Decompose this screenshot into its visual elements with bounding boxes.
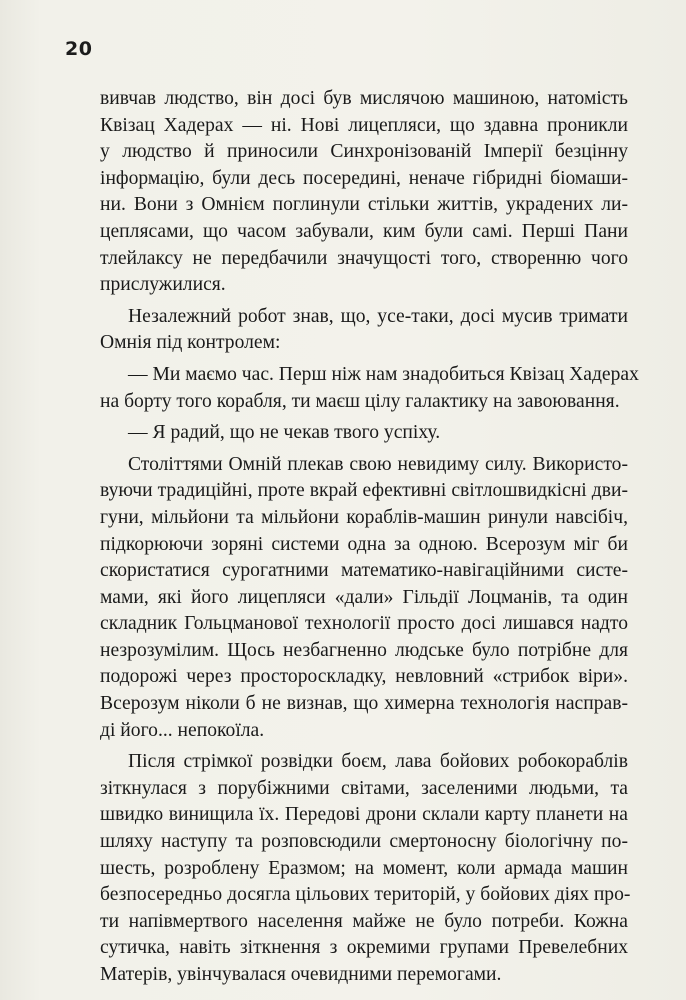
text-line: Після стрімкої розвідки боєм, лава бойових робокораблів: [128, 751, 628, 773]
text-line: вуючи традиційні, проте вкрай ефективні світлошвидкісні дви-: [100, 480, 628, 502]
paragraph: [100, 420, 628, 447]
text-line: ни. Вони з Омнієм поглинули стільки життів, украдених ли-: [100, 194, 628, 216]
paragraph: [100, 749, 631, 988]
paragraph: [100, 86, 628, 299]
page-number: 20: [65, 38, 93, 60]
text-line: шесть, розроблену Еразмом; на момент, коли армада машин: [100, 857, 628, 879]
text-line: мами, які його лицепляси «дали» Гільдії Лоцманів, та один: [100, 586, 628, 608]
text-line: сутичка, навіть зіткнення з окремими групами Превелебних: [100, 937, 628, 959]
paragraph: [100, 362, 639, 415]
paragraph: [100, 304, 628, 357]
text-line: підкорюючи зоряні системи одна за одною. Всерозум міг би: [100, 533, 628, 555]
text-line: Квізац Хадерах — ні. Нові лицепляси, що здавна проникли: [100, 114, 628, 136]
text-line: подорожі через простороскладку, невловний «стрибок віри».: [100, 666, 628, 688]
text-line: зіткнулася з порубіжними світами, заселеними людьми, та: [100, 777, 628, 799]
text-line: складник Гольцманової технології просто досі лишався надто: [100, 613, 628, 635]
text-line: скористатися сурогатними математико-навігаційними систе-: [100, 560, 628, 582]
text-line: безпосередньо досягла цільових територій, у бойових діях про-: [100, 884, 631, 906]
text-line: інформацію, були десь посередині, неначе гібридні біомаши-: [100, 167, 628, 189]
paragraph: [100, 452, 628, 745]
text-line: цеплясами, що часом забували, ким були самі. Перші Пани: [100, 220, 628, 242]
text-line: — Ми маємо час. Перш ніж нам знадобиться Квізац Хадерах: [128, 363, 639, 385]
body-text: [100, 86, 639, 989]
text-line: незрозумілим. Щось незбагненно людське було потрібне для: [100, 639, 628, 661]
text-line: гуни, мільйони та мільйони кораблів-машин ринули навсібіч,: [100, 506, 628, 528]
text-line: Незалежний робот знав, що, усе-таки, досі мусив тримати: [128, 305, 628, 327]
text-line: тлейлаксу не передбачили значущості того, створенню чого: [100, 247, 628, 269]
text-line: шляху наступу та розповсюдили смертоносну біологічну по-: [100, 831, 628, 853]
text-line: прислужилися.: [100, 274, 226, 296]
text-line: Всерозум ніколи б не визнав, що химерна технологія насправ-: [100, 693, 628, 715]
text-line: Матерів, увінчувалася очевидними перемогами.: [100, 964, 502, 985]
text-line: ти напівмертвого населення майже не було потреби. Кожна: [100, 910, 628, 932]
text-line: на борту того корабля, ти маєш цілу галактику на завоювання.: [100, 390, 620, 412]
text-line: — Я радий, що не чекав твого успіху.: [128, 422, 441, 444]
text-line: вивчав людство, він досі був мислячою машиною, натомість: [100, 88, 628, 109]
text-line: ді його... непокоїла.: [100, 719, 265, 741]
text-line: швидко винищила їх. Передові дрони склали карту планети на: [100, 804, 628, 826]
text-line: у людство й приносили Синхронізованій Імперії безцінну: [100, 141, 628, 163]
text-line: Століттями Омній плекав свою невидиму силу. Використо-: [128, 453, 628, 475]
text-line: Омнія під контролем:: [100, 332, 281, 354]
